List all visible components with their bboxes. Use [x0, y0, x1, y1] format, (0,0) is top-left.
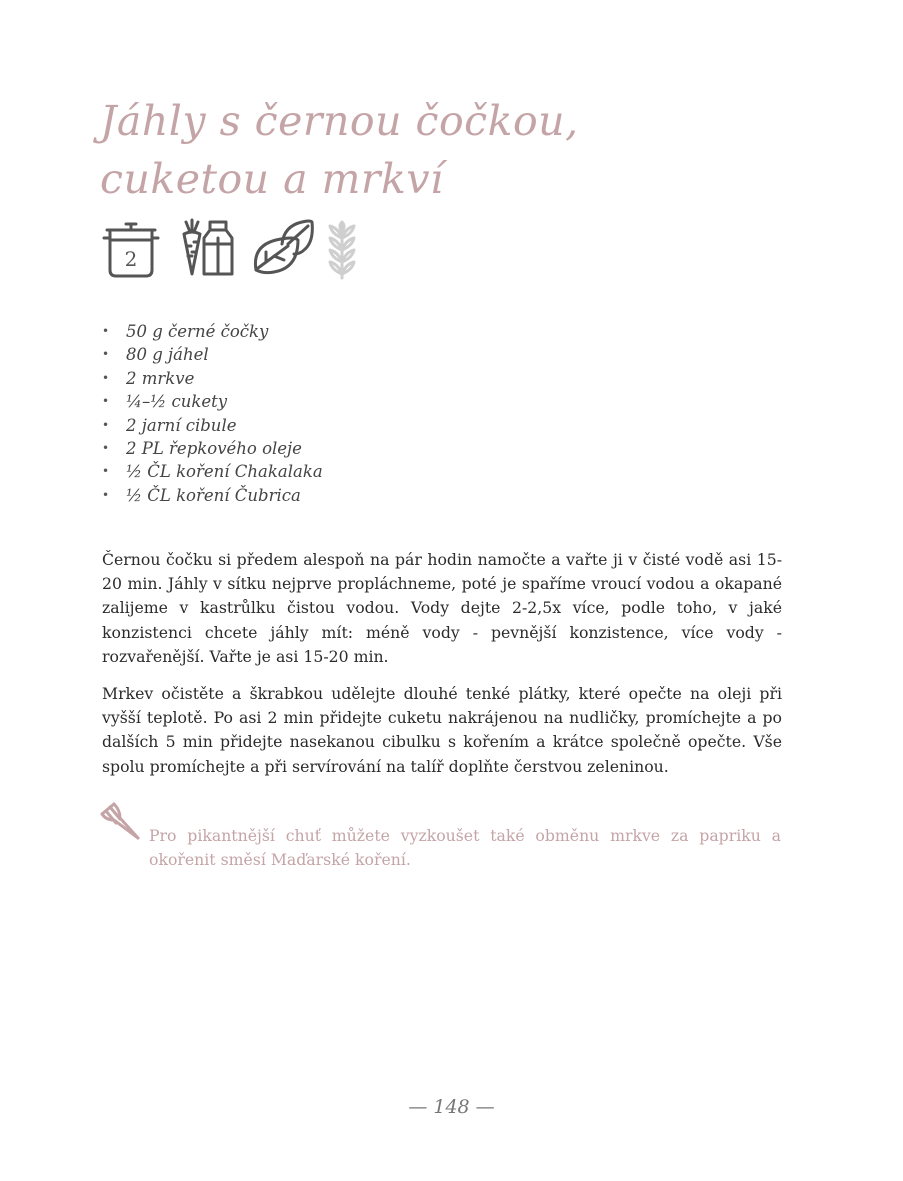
instructions-paragraph-2: Mrkev očistěte a škrabkou udělejte dlouhé tenké plátky, které opečte na oleji při vyšší teplotě. Po asi 2 min přidejte cuketu nakrájenou na nudličky, promíchejte a po dalších 5 min přidejte nasekanou cibulku s kořením a krátce společně opečte. Vše spolu promíchejte a při servírování na talíř doplňte čerstvou zeleninou. — [102, 684, 782, 776]
servings-count: 2 — [124, 247, 138, 271]
fork-icon — [100, 800, 142, 842]
recipe-title-line-1: Jáhly s černou čočkou, — [100, 97, 579, 145]
recipe-title-line-2: cuketou a mrkví — [100, 155, 444, 203]
ingredient-item: • 2 PL řepkového oleje — [102, 437, 323, 460]
ingredient-item: • 2 mrkve — [102, 367, 323, 390]
ingredient-item: • ¼–½ cukety — [102, 390, 323, 413]
wheat-icon — [324, 218, 360, 280]
leaves-icon — [252, 218, 314, 280]
ingredient-item: • ½ ČL koření Chakalaka — [102, 460, 323, 483]
pot-icon — [102, 218, 160, 280]
ingredient-item: • 80 g jáhel — [102, 343, 323, 366]
recipe-title — [100, 92, 579, 208]
tip-text: Pro pikantnější chuť můžete vyzkoušet také obměnu mrkve za papriku a okořenit směsí Maďarské koření. — [149, 826, 781, 870]
ingredient-item: • 2 jarní cibule — [102, 414, 323, 437]
ingredient-item: • ½ ČL koření Čubrica — [102, 484, 323, 507]
carrot-milk-icon — [178, 218, 236, 280]
ingredient-item: • 50 g černé čočky — [102, 320, 323, 343]
page-number: — 148 — — [408, 1096, 495, 1118]
instructions-paragraph-1: Černou čočku si předem alespoň na pár hodin namočte a vařte ji v čisté vodě asi 15-20 min. Jáhly v sítku nejprve propláchneme, poté je spaříme vroucí vodou a okapané zalijeme v kastrůlku čistou vodou. Vody dejte 2-2,5x více, podle toho, v jaké konzistenci chcete jáhly mít: méně vody - pevnější konzistence, více vody - rozvařenější. Vařte je asi 15-20 min. — [102, 550, 782, 666]
ingredient-list — [102, 320, 323, 507]
